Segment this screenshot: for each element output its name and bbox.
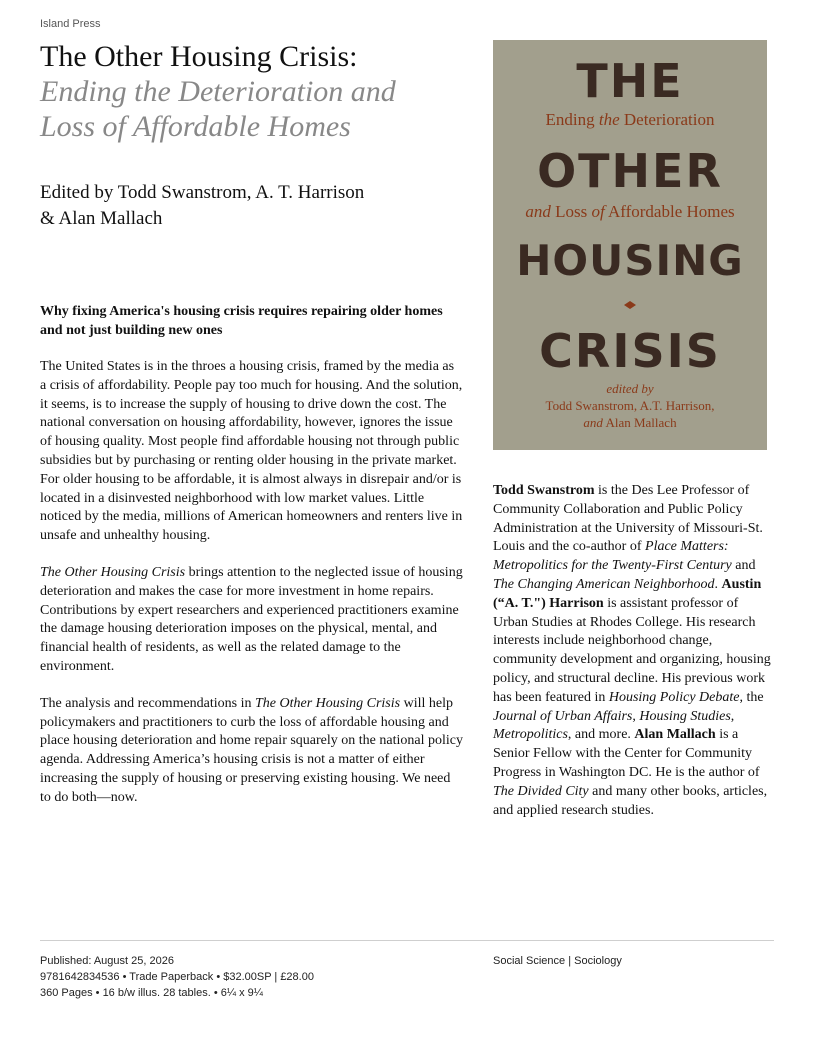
journal-reference: Housing Studies	[639, 708, 731, 724]
author-bios: Todd Swanstrom is the Des Lee Professor of Community Collaboration and Public Policy Administration at the University of Missouri-St. Louis and the co-author of Place Matters: Metropolitics for the Twenty-First Century and The Changing American Neighborhood. Austin (“A. T.") Harrison is assistant professor of Urban Studies at Rhodes College. His research interests include neighborhood change, community development and organizing, housing policy, and structural decline. His previous work has been featured in Housing Policy Debate, the Journal of Urban Affairs, Housing Studies, Metropolitics, and more. Alan Mallach is a Senior Fellow with the Center for Community Progress in Washington DC. He is the author of The Divided City and many other books, articles, and applied research studies.	[493, 483, 771, 818]
book-subtitle-line-1: Ending the Deterioration and	[40, 75, 396, 108]
editors-line-1: Edited by Todd Swanstrom, A. T. Harrison	[40, 182, 365, 203]
cover-tagline-1: Ending the Deterioration	[545, 110, 715, 129]
cover-word-the: THE	[576, 54, 684, 108]
description-paragraph-3: The analysis and recommendations in The Other Housing Crisis will help policymakers and practitioners to curb the loss of affordable housing and place housing deterioration and home repair squarely on the national policy agenda. Addressing America’s housing crisis is not a matter of either increasing the supply of housing or preserving existing housing. We need to do both—now.	[40, 695, 463, 805]
book-title: The Other Housing Crisis:	[40, 40, 358, 73]
publication-details	[40, 953, 314, 1001]
footer-divider	[40, 940, 774, 941]
author-name: Alan Mallach	[634, 727, 716, 743]
publication-date: Published: August 25, 2026	[40, 955, 174, 967]
book-reference: Place Matters: Metropolitics for the Twenty-First Century	[493, 539, 732, 574]
editors-line-2: & Alan Mallach	[40, 208, 163, 229]
author-name: Todd Swanstrom	[493, 483, 595, 498]
cover-word-housing: HOUSING	[516, 236, 744, 285]
editors	[40, 180, 460, 232]
cover-credit-line-1: Todd Swanstrom, A.T. Harrison,	[545, 398, 715, 413]
isbn-price: 9781642834536 • Trade Paperback • $32.00SP | £28.00	[40, 971, 314, 983]
description-paragraph-2: The Other Housing Crisis brings attention to the neglected issue of housing deterioration and makes the case for more investment in home repairs. Contributions by expert researchers and experienced practitioners examine the damage housing deterioration imposes on the physical, mental, and financial health of residents, as well as the related damage to the environment.	[40, 564, 463, 674]
book-title-inline: The Other Housing Crisis	[255, 695, 401, 711]
publisher-name: Island Press	[40, 18, 101, 30]
cover-ornament-icon	[624, 301, 636, 309]
journal-reference: Housing Policy Debate	[608, 689, 740, 705]
author-name: Austin (“A. T.") Harrison	[493, 576, 762, 611]
book-title-block	[40, 40, 470, 144]
cover-word-crisis: CRISIS	[539, 324, 721, 378]
description-paragraph-1: The United States is in the throes a housing crisis, framed by the media as a crisis of affordability. People pay too much for housing. And the solution, it seems, is to increase the supply of housing to drive down the cost. The national conversation on housing affordability, however, ignores the issue of housing quality. Most people find affordable housing not through public subsidies but by purchasing or renting older housing in the private market. For older housing to be affordable, it is almost always in disrepair and/or is located in a disinvested neighborhood with low market values. Little noticed by the media, millions of American homeowners and renters live in unsafe and unhealthy housing.	[40, 359, 463, 544]
book-reference: The Changing American Neighborhood	[493, 576, 715, 592]
cover-word-other: OTHER	[537, 144, 723, 198]
book-subtitle-line-2: Loss of Affordable Homes	[40, 110, 351, 143]
subject-categories: Social Science | Sociology	[493, 955, 622, 967]
book-specs: 360 Pages • 16 b/w illus. 28 tables. • 6¼ x 9¼	[40, 987, 263, 999]
cover-tagline-2: and Loss of Affordable Homes	[525, 202, 735, 221]
journal-reference: Journal of Urban Affairs	[493, 708, 633, 724]
book-reference: The Divided City	[493, 783, 589, 799]
book-cover	[493, 40, 767, 450]
cover-credit-edited-by: edited by	[606, 381, 654, 396]
cover-credit-line-2: and Alan Mallach	[583, 415, 677, 430]
description	[40, 358, 463, 826]
cover-credit	[493, 380, 767, 431]
tagline: Why fixing America's housing crisis requires repairing older homes and not just building new ones	[40, 304, 443, 338]
book-title-inline: The Other Housing Crisis	[40, 564, 186, 580]
journal-reference: Metropolitics	[493, 727, 568, 743]
